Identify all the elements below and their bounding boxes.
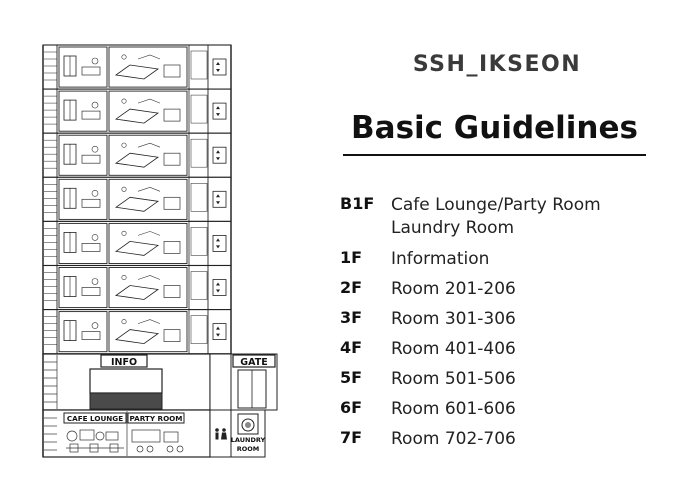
party-room-label: PARTY ROOM [129, 414, 183, 423]
cafe-lounge-label: CAFE LOUNGE [66, 414, 124, 423]
floor-description-line: Room 201-206 [391, 279, 516, 299]
residential-floor [43, 89, 231, 133]
elevator-icon [213, 147, 226, 163]
floor-description [391, 338, 670, 361]
floor-code: 6F [340, 398, 363, 417]
residential-floor [43, 310, 231, 354]
floor-description [391, 194, 670, 240]
floor-description-line: Room 601-606 [391, 399, 516, 419]
floor-code: B1F [340, 194, 375, 213]
floor-code: 3F [340, 308, 363, 327]
floor-description [391, 398, 670, 421]
floor-entry-6f [340, 398, 670, 428]
building-cross-section [0, 0, 300, 470]
elevator-icon [213, 280, 226, 296]
floor-description [391, 248, 670, 271]
laundry-label-line1: LAUNDRY [230, 436, 266, 444]
floor-entry-4f [340, 338, 670, 368]
residential-floors [43, 45, 231, 354]
floor-description [391, 278, 670, 301]
laundry-label-line2: ROOM [236, 445, 260, 453]
floor-entry-3f [340, 308, 670, 338]
floor-description-line: Room 401-406 [391, 339, 516, 359]
floor-description-line: Room 501-506 [391, 369, 516, 389]
floor-description-line: Information [391, 249, 490, 269]
floor-entry-b1f [340, 194, 670, 248]
floor-entry-1f [340, 248, 670, 278]
floor-description-line: Room 702-706 [391, 429, 516, 449]
floor-description-line: Cafe Lounge/Party Room [391, 195, 601, 215]
floor-b1f [43, 410, 266, 457]
floor-directory [340, 194, 670, 458]
brand-title: SSH_IKSEON [412, 52, 582, 77]
floor-code: 5F [340, 368, 363, 387]
residential-floor [43, 266, 231, 310]
residential-floor [43, 221, 231, 265]
elevator-icon [213, 103, 226, 119]
info-desk [90, 369, 162, 393]
washing-machine-icon [238, 414, 258, 434]
floor-description-line: Laundry Room [391, 218, 515, 238]
elevator-icon [213, 324, 226, 340]
floor-code: 1F [340, 248, 363, 267]
floor-entry-7f [340, 428, 670, 458]
floor-1f [43, 354, 277, 410]
floor-description-line: Room 301-306 [391, 309, 516, 329]
floor-code: 4F [340, 338, 363, 357]
heading-underline [343, 154, 646, 156]
residential-floor [43, 45, 231, 89]
floor-description [391, 368, 670, 391]
floor-description [391, 428, 670, 451]
residential-floor [43, 177, 231, 221]
residential-floor [43, 133, 231, 177]
gate-label: GATE [240, 357, 268, 368]
floor-code: 7F [340, 428, 363, 447]
floor-description [391, 308, 670, 331]
info-label: INFO [110, 357, 138, 368]
floor-entry-5f [340, 368, 670, 398]
elevator-icon [213, 191, 226, 207]
floor-entry-2f [340, 278, 670, 308]
floor-code: 2F [340, 278, 363, 297]
elevator-icon [213, 235, 226, 251]
page-heading: Basic Guidelines [351, 110, 638, 146]
elevator-icon [213, 59, 226, 75]
